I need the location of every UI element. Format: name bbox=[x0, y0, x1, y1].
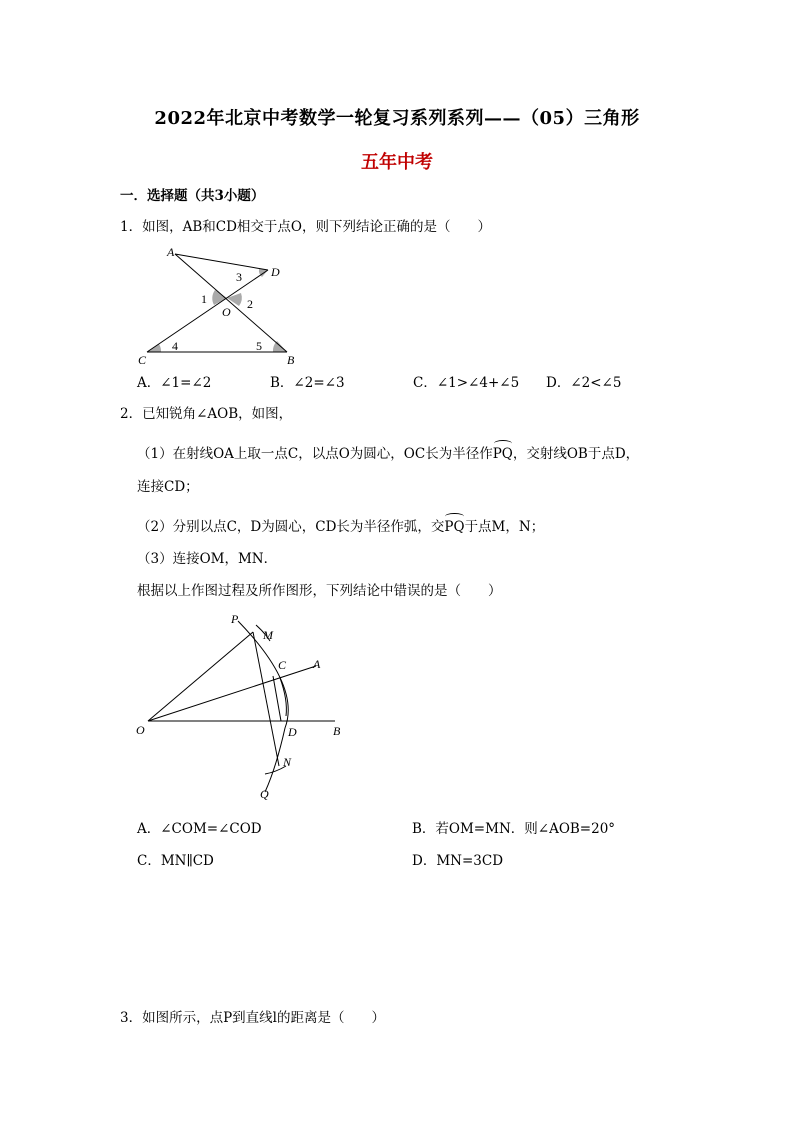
q1-angle-5-label: 5 bbox=[256, 339, 262, 353]
q2-step1-arc-pq: PQ bbox=[493, 443, 513, 463]
q1-label-A: A bbox=[167, 245, 175, 259]
q2-step1-text-b: ，交射线OB于点D， bbox=[512, 446, 640, 462]
q2-arc-pq bbox=[238, 621, 288, 792]
q1-option-c: C．∠1>∠4+∠5 bbox=[413, 375, 520, 391]
q2-option-a: A．∠COM=∠COD bbox=[137, 821, 262, 837]
q2-label-P: P bbox=[231, 612, 239, 626]
q2-step2-text-a: （2）分别以点C，D为圆心，CD长为半径作弧，交 bbox=[137, 519, 445, 535]
q1-label-B: B bbox=[287, 353, 295, 367]
q2-label-O: O bbox=[136, 723, 145, 737]
q1-option-d: D．∠2<∠5 bbox=[546, 375, 622, 391]
q2-step2-text-b: 于点M，N； bbox=[464, 519, 545, 535]
document-subtitle: 五年中考 bbox=[361, 152, 433, 173]
q1-label-O: O bbox=[222, 305, 231, 319]
q1-stem: 1．如图，AB和CD相交于点O，则下列结论正确的是（ ） bbox=[120, 219, 491, 235]
q1-option-a: A．∠1=∠2 bbox=[137, 375, 212, 391]
q2-label-C: C bbox=[278, 658, 287, 672]
document-title: 2022年北京中考数学一轮复习系列系列——（05）三角形 bbox=[154, 108, 640, 129]
q1-angle-3-label: 3 bbox=[236, 270, 242, 284]
q2-stem: 2．已知锐角∠AOB，如图， bbox=[120, 406, 293, 422]
section-heading: 一．选择题（共3小题） bbox=[120, 188, 265, 204]
q1-label-C: C bbox=[138, 353, 147, 367]
q2-step1 bbox=[137, 443, 639, 463]
q2-option-b: B．若OM=MN．则∠AOB=20° bbox=[412, 821, 616, 837]
q2-step2-arc-pq: PQ bbox=[444, 516, 464, 536]
q2-option-c: C．MN∥CD bbox=[137, 853, 214, 869]
q1-angle-2-label: 2 bbox=[247, 297, 253, 311]
q1-label-D: D bbox=[271, 265, 280, 279]
q2-ray-oa bbox=[148, 666, 316, 721]
q2-label-A: A bbox=[313, 657, 321, 671]
q3-stem: 3．如图所示，点P到直线l的距离是（ ） bbox=[120, 1010, 385, 1026]
q2-segment-mn bbox=[253, 632, 279, 766]
q2-segment-om bbox=[148, 632, 253, 721]
q1-angle-4-label: 4 bbox=[172, 339, 178, 353]
q2-label-B: B bbox=[333, 724, 341, 738]
q2-figure bbox=[130, 608, 360, 808]
q2-label-D: D bbox=[288, 725, 297, 739]
q2-step2 bbox=[137, 516, 544, 536]
q2-step1-cont: 连接CD； bbox=[137, 479, 199, 495]
q2-step1-text-a: （1）在射线OA上取一点C，以点O为圆心，OC长为半径作 bbox=[137, 446, 493, 462]
q2-step3: （3）连接OM，MN． bbox=[137, 551, 278, 567]
q1-angle-1-label: 1 bbox=[201, 292, 207, 306]
q2-label-Q: Q bbox=[260, 787, 269, 801]
q1-option-b: B．∠2=∠3 bbox=[270, 375, 345, 391]
q2-segment-cd bbox=[273, 676, 281, 721]
q1-figure bbox=[135, 240, 310, 370]
q2-option-d: D．MN=3CD bbox=[412, 853, 504, 869]
q2-label-N: N bbox=[283, 755, 292, 769]
q2-prompt: 根据以上作图过程及所作图形，下列结论中错误的是（ ） bbox=[137, 583, 502, 599]
q2-label-M: M bbox=[263, 628, 273, 642]
